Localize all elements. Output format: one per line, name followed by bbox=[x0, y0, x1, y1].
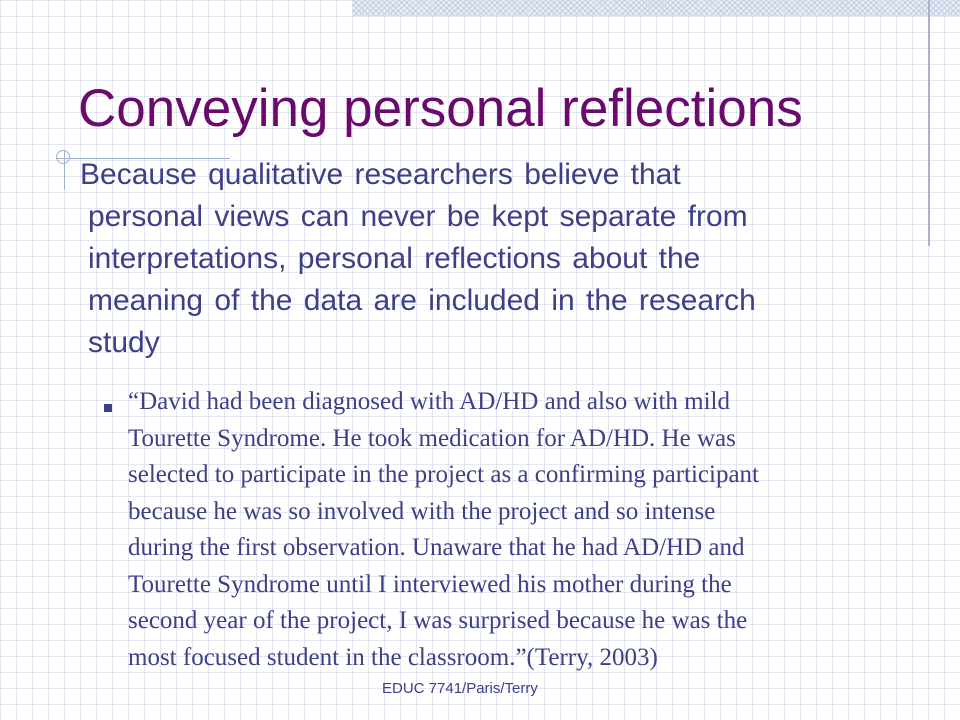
paragraph-line-4: study bbox=[88, 326, 160, 359]
quote-line-1: Tourette Syndrome. He took medication for AD/HD. He was bbox=[128, 424, 736, 452]
paragraph-line-3: meaning of the data are included in the research bbox=[88, 284, 756, 317]
quote-line-4: during the first observation. Unaware that he had AD/HD and bbox=[128, 534, 745, 561]
square-bullet-icon bbox=[104, 404, 112, 412]
slide-title: Conveying personal reflections bbox=[78, 79, 803, 138]
paragraph-line-2: interpretations, personal reflections about the bbox=[88, 242, 701, 275]
slide-footer: EDUC 7741/Paris/Terry bbox=[382, 680, 538, 697]
main-paragraph bbox=[80, 154, 900, 364]
quote-line-0: “David had been diagnosed with AD/HD and also with mild bbox=[128, 388, 730, 415]
decorative-vertical-line bbox=[928, 0, 930, 246]
decorative-top-band bbox=[352, 0, 960, 16]
quote-text bbox=[128, 384, 948, 676]
quote-line-5: Tourette Syndrome until I interviewed his mother during the bbox=[128, 570, 732, 598]
paragraph-line-0: Because qualitative researchers believe that bbox=[80, 158, 681, 191]
quote-line-2: selected to participate in the project as a confirming participant bbox=[128, 461, 759, 488]
quote-line-3: because he was so involved with the project and so intense bbox=[128, 497, 716, 525]
paragraph-line-1: personal views can never be kept separate from bbox=[88, 200, 748, 233]
decorative-circle-icon bbox=[56, 150, 70, 164]
quote-line-7: most focused student in the classroom.”(Terry, 2003) bbox=[128, 643, 658, 671]
quote-line-6: second year of the project, I was surprised because he was the bbox=[128, 607, 748, 634]
